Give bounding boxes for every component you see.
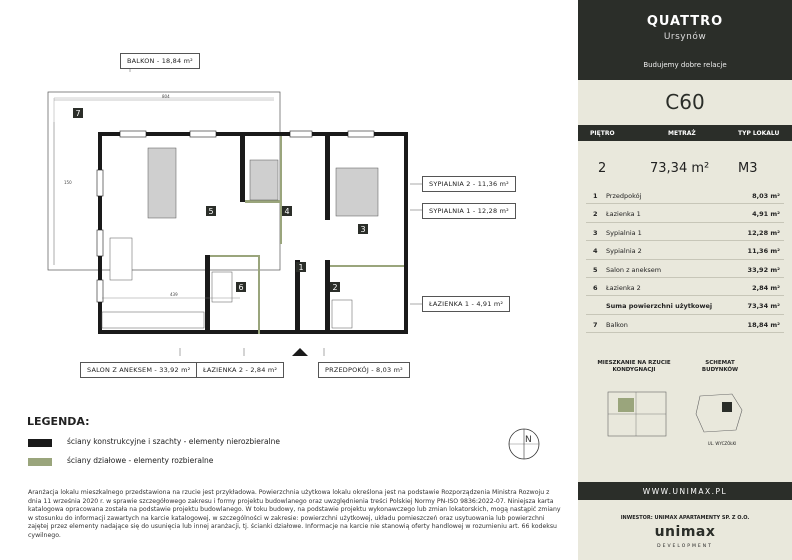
svg-text:N: N [525, 435, 532, 445]
legend-text-partition: ściany działowe - elementy rozbieralne [67, 456, 214, 465]
label-lazienka-1: ŁAZIENKA 1 - 4,91 m² [422, 296, 510, 312]
legend-text-structural: ściany konstrukcyjne i szachty - elementy nierozbieralne [67, 437, 281, 446]
label-lazienka-2: ŁAZIENKA 2 - 2,84 m² [196, 362, 284, 378]
svg-text:150: 150 [64, 180, 72, 185]
info-panel [578, 0, 792, 560]
room-number-4: 4 [284, 207, 290, 216]
flat-id: C60 [665, 90, 705, 114]
floor-scheme-label: MIESZKANIE NA RZUCIE KONDYGNACJI [597, 360, 671, 373]
room-number-1: 1 [298, 263, 304, 272]
room-number-3: 3 [360, 225, 366, 234]
brand-name: QUATTRO [646, 14, 724, 29]
investor-text: INWESTOR: UNIMAX APARTAMENTY SP. Z O.O. [620, 515, 750, 521]
label-sypialnia-1: SYPIALNIA 1 - 12,28 m² [422, 203, 516, 219]
floor-plan [40, 60, 540, 380]
total-row: Suma powierzchni użytkowej 73,34 m² [586, 296, 784, 314]
label-salon: SALON Z ANEKSEM - 33,92 m² [80, 362, 197, 378]
legend-title: LEGENDA: [27, 415, 90, 428]
label-przedpokoj: PRZEDPOKÓJ - 8,03 m² [318, 362, 410, 378]
col-type: TYP LOKALU [738, 130, 780, 137]
room-number-7: 7 [75, 109, 81, 118]
room-row: 2 Łazienka 1 4,91 m² [586, 204, 784, 222]
building-scheme [692, 390, 750, 438]
building-scheme-label: SCHEMAT BUDYNKÓW [701, 360, 739, 373]
entrance-marker [292, 348, 308, 356]
slogan: Budujemy dobre relacje [643, 61, 727, 69]
unimax-logo: unimax [654, 524, 716, 540]
area-value: 73,34 m² [650, 161, 710, 176]
district-name: Ursynów [663, 32, 707, 42]
legend-swatch-partition [28, 458, 52, 466]
balcony-row: 7 Balkon 18,84 m² [586, 315, 784, 333]
floor-value: 2 [598, 161, 607, 176]
col-floor: PIĘTRO [590, 130, 615, 137]
label-balkon: BALKON - 18,84 m² [120, 53, 200, 69]
room-number-5: 5 [208, 207, 214, 216]
dim-width: 804 [162, 94, 170, 99]
col-area: METRAŻ [668, 130, 696, 137]
room-row: 5 Salon z aneksem 33,92 m² [586, 260, 784, 278]
legend-swatch-structural [28, 439, 52, 447]
room-row: 4 Sypialnia 2 11,36 m² [586, 241, 784, 259]
type-value: M3 [738, 161, 758, 176]
room-row: 3 Sypialnia 1 12,28 m² [586, 223, 784, 241]
partition-walls [210, 136, 404, 334]
room-number-6: 6 [238, 283, 244, 292]
room-row: 1 Przedpokój 8,03 m² [586, 186, 784, 204]
room-row: 6 Łazienka 2 2,84 m² [586, 278, 784, 296]
room-number-2: 2 [332, 283, 338, 292]
unimax-logo-sub: DEVELOPMENT [657, 544, 713, 549]
street-label: UL. WYCZÓŁKI [707, 441, 737, 446]
svg-text:439: 439 [170, 292, 178, 297]
disclaimer: Aranżacja lokalu mieszkalnego przedstawiona na rzucie jest przykładowa. Powierzchnia użytkowa lokalu określona jest na podstawie Rozporządzenia Ministra Rozwoju z dnia 11 września 2020 r. w sprawie szczegółowego zakresu i formy projektu budowlanego oraz uwzględnienia treści Polskiej Normy PN-ISO 9836:2022-07. Niniejsza karta katalogowa opracowana została na podstawie projektu budowlanego. W toku budowy, na podstawie projektu wykonawczego lub zmian lokatorskich, mogą nastąpić zmiany w stosunku do informacji zawartych na karcie katalogowej, w szczególności w zakresie: powierzchni użytkowej, układu pomieszczeń oraz usytuowania lub powierzchni zajętej przez elementy nadające się do usunięcia lub innej aranżacji, tj. ścianki działowe. Informacje na karcie nie stanowią oferty handlowej w rozumieniu art. 66 kodeksu cywilnego. [28, 489, 561, 539]
meta-header-bar [578, 125, 792, 141]
label-sypialnia-2: SYPIALNIA 2 - 11,36 m² [422, 176, 516, 192]
compass-icon [506, 426, 542, 462]
floor-scheme [606, 390, 668, 438]
panel-header [578, 0, 792, 80]
website-link[interactable]: WWW.UNIMAX.PL [578, 482, 792, 500]
room-list [586, 186, 784, 333]
